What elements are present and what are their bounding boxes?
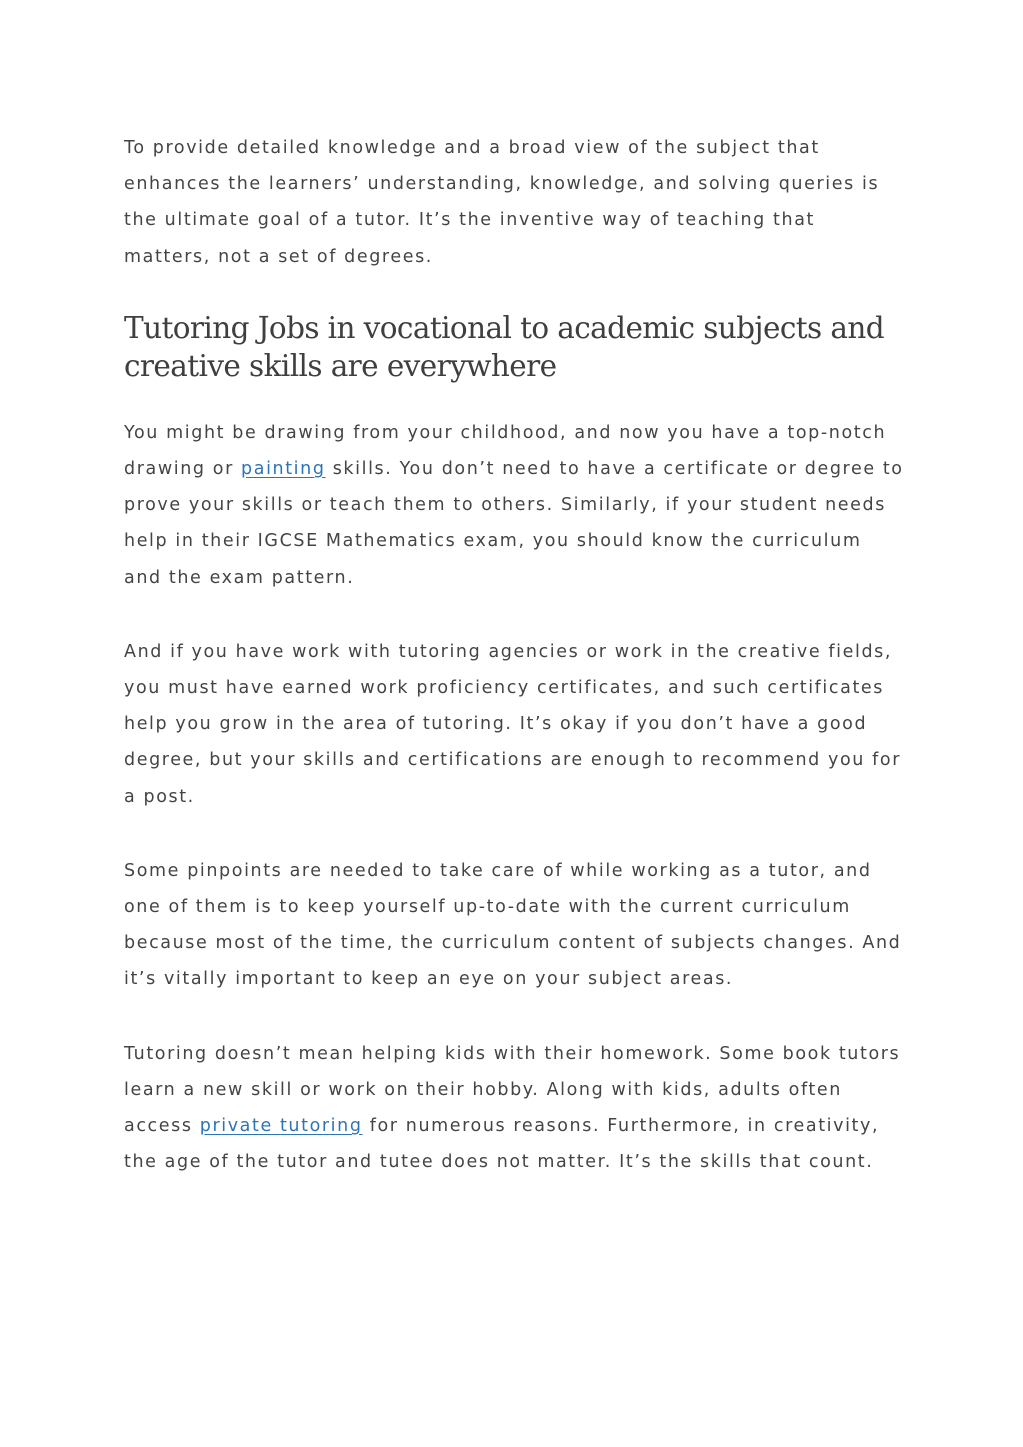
paragraph-curriculum: Some pinpoints are needed to take care of while working as a tutor, and one of them is to keep yourself up-to-date with the current curriculum because most of the time, the curriculum content of subjects changes. And it’s vitally important to keep an eye on your subject areas. <box>124 860 902 990</box>
paragraph-text-after-link: skills. You don’t need to have a certificate or degree to prove your skills or teach them to others. Similarly, if your student needs help in their IGCSE Mathematics exam, you should know the curriculum and the exam pattern. <box>124 459 904 588</box>
paragraph-private-tutoring <box>124 1036 904 1181</box>
paragraph-text-after-link: for numerous reasons. Furthermore, in creativity, the age of the tutor and tutee does not matter. It’s the skills that count. <box>124 1116 880 1173</box>
intro-paragraph: To provide detailed knowledge and a broad view of the subject that enhances the learners’ understanding, knowledge, and solving queries is the ultimate goal of a tutor. It’s the inventive way of teaching that matters, not a set of degrees. <box>124 138 880 267</box>
section-heading: Tutoring Jobs in vocational to academic subjects and creative skills are everywhere <box>124 310 884 383</box>
paragraph-drawing-skills <box>124 415 904 596</box>
article-content <box>124 130 904 1218</box>
paragraph-text-before-link: Tutoring doesn’t mean helping kids with their homework. Some book tutors learn a new skill or work on their hobby. Along with kids, adults often access <box>124 1043 901 1137</box>
paragraph-certifications: And if you have work with tutoring agencies or work in the creative fields, you must have earned work proficiency certificates, and such certificates help you grow in the area of tutoring. It’s okay if you don’t have a good degree, but your skills and certifications are enough to recommend you for a post. <box>124 641 901 807</box>
painting-link[interactable]: painting <box>241 459 326 480</box>
paragraph-text-before-link: You might be drawing from your childhood, and now you have a top-notch drawing or <box>124 422 887 480</box>
private-tutoring-link[interactable]: private tutoring <box>199 1116 363 1137</box>
